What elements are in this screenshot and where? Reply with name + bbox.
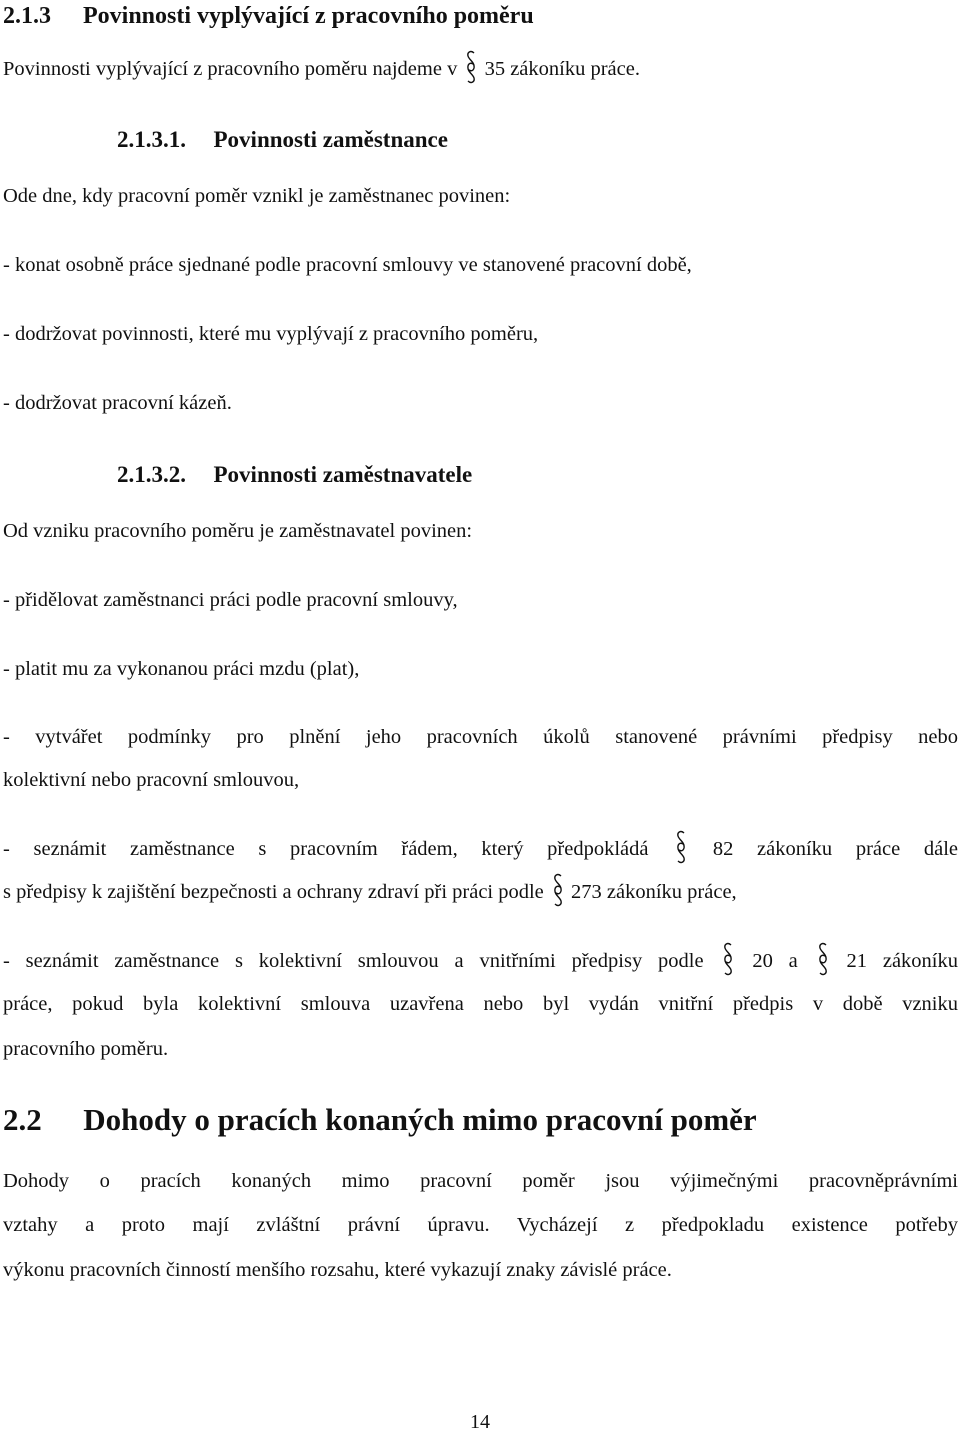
agreements-paragraph-line: vztahy a proto mají zvláštní právní úpravu. Vycházejí z předpokladu existence potřeby <box>3 1214 958 1236</box>
section-title: Povinnosti vyplývající z pracovního poměru <box>83 3 534 29</box>
section-sign-icon <box>549 879 566 903</box>
employer-item-line: pracovního poměru. <box>3 1038 169 1060</box>
section-number: 2.1.3 <box>3 3 51 29</box>
section-title: Dohody o pracích konaných mimo pracovní poměr <box>83 1102 757 1137</box>
text-segment: s předpisy k zajištění bezpečnosti a ochrany zdraví při práci podle <box>3 881 544 903</box>
employer-item-line: - vytvářet podmínky pro plnění jeho pracovních úkolů stanovené právními předpisy nebo <box>3 726 958 748</box>
section-sign-icon <box>719 948 736 972</box>
text-segment: 273 zákoníku práce, <box>571 881 737 903</box>
employer-item-line: práce, pokud byla kolektivní smlouva uzavřena nebo byl vydán vnitřní předpis v době vzniku <box>3 993 958 1015</box>
section-sign-icon <box>462 56 479 80</box>
page-number: 14 <box>470 1411 490 1433</box>
intro-text-after: 35 zákoníku práce. <box>484 58 640 80</box>
intro-paragraph <box>3 56 640 82</box>
employee-lead: Ode dne, kdy pracovní poměr vznikl je zaměstnanec povinen: <box>3 185 511 207</box>
agreements-paragraph-line: Dohody o pracích konaných mimo pracovní poměr jsou výjimečnými pracovněprávními <box>3 1170 958 1192</box>
section-sign-icon <box>814 948 831 972</box>
text-segment: 20 a <box>752 950 798 972</box>
employer-item-line <box>3 879 737 905</box>
section-number: 2.1.3.1. <box>117 127 186 152</box>
text-segment: - seznámit zaměstnance s pracovním řádem, který předpokládá <box>3 838 649 860</box>
employer-item-line <box>3 948 958 974</box>
section-title: Povinnosti zaměstnavatele <box>213 462 473 487</box>
employer-item-line <box>3 836 958 862</box>
employer-item: - platit mu za vykonanou práci mzdu (plat), <box>3 658 360 680</box>
section-heading-2-1-3-1 <box>117 126 448 154</box>
employer-item-line: kolektivní nebo pracovní smlouvou, <box>3 769 300 791</box>
section-number: 2.1.3.2. <box>117 462 186 487</box>
employer-item: - přidělovat zaměstnanci práci podle pracovní smlouvy, <box>3 589 458 611</box>
agreements-paragraph-line: výkonu pracovních činností menšího rozsahu, které vykazují znaky závislé práce. <box>3 1259 672 1281</box>
text-segment: 21 zákoníku <box>846 950 958 972</box>
text-segment: 82 zákoníku práce dále <box>712 838 959 860</box>
section-title: Povinnosti zaměstnance <box>213 127 448 152</box>
employer-lead: Od vzniku pracovního poměru je zaměstnavatel povinen: <box>3 520 473 542</box>
section-sign-icon <box>672 836 689 860</box>
text-segment: - seznámit zaměstnance s kolektivní smlouvou a vnitřními předpisy podle <box>3 950 704 972</box>
section-heading-2-1-3 <box>3 2 534 30</box>
section-number: 2.2 <box>3 1102 42 1137</box>
employee-item: - dodržovat pracovní kázeň. <box>3 392 232 414</box>
section-heading-2-2 <box>3 1102 757 1138</box>
intro-text-before: Povinnosti vyplývající z pracovního poměru najdeme v <box>3 58 458 80</box>
employee-item: - konat osobně práce sjednané podle pracovní smlouvy ve stanovené pracovní době, <box>3 254 692 276</box>
section-heading-2-1-3-2 <box>117 461 472 489</box>
employee-item: - dodržovat povinnosti, které mu vyplývají z pracovního poměru, <box>3 323 539 345</box>
